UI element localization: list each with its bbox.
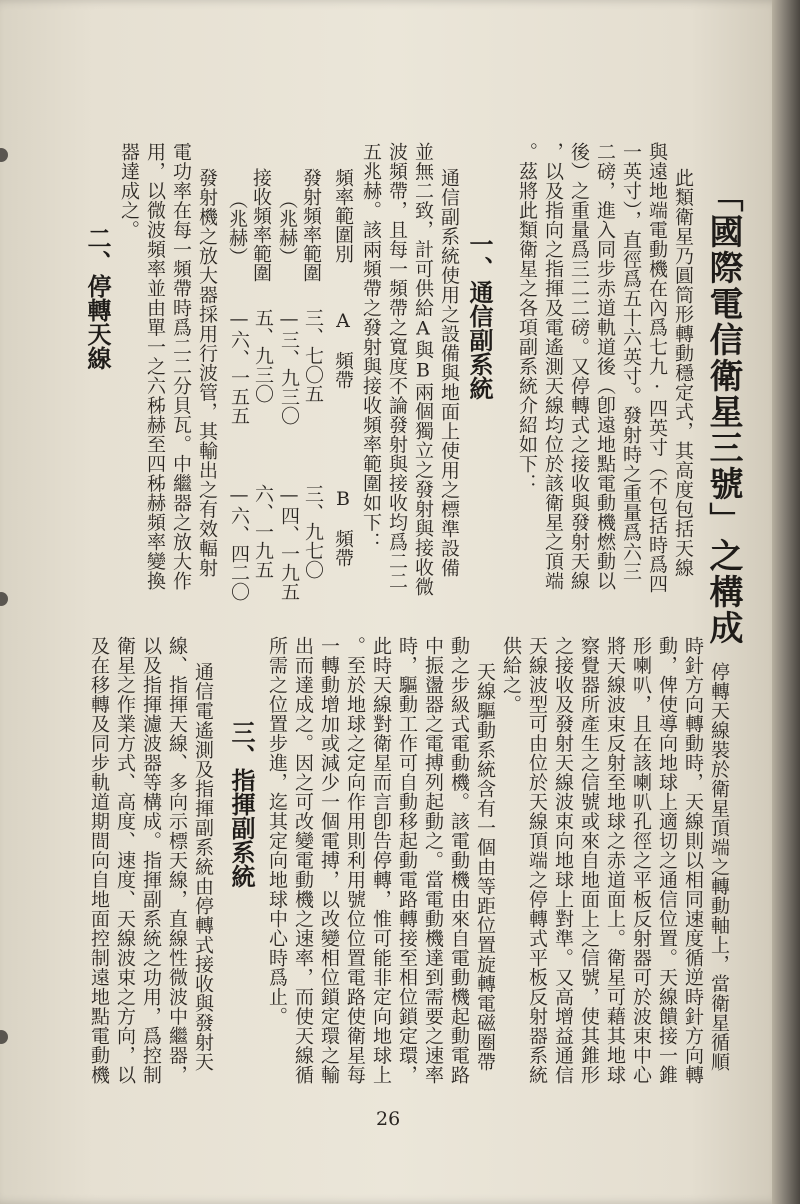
punch-hole [0, 592, 8, 606]
page-stack-edge [772, 0, 800, 1204]
document-title: 「國際電信衛星三號」之構成 [703, 178, 743, 646]
section2-line: 供給之。 [500, 636, 522, 714]
row-transmit-unit: （兆赫） [276, 190, 298, 266]
intro-line: 與遠地端電動機在內爲七九·四英寸（不包括時爲四 [646, 142, 668, 594]
section3-line: 衛星之作業方式、高度、速度、天線波束之方向，以 [114, 636, 136, 1085]
section3-line: 線、指揮天線、多向示標天線，直線性微波中繼器， [166, 636, 188, 1085]
section1-line2: 用，以微波頻率並由單一之六秭赫至四秭赫頻率變換 [144, 142, 166, 591]
section1-line2: 發射機之放大器採用行波管，其輸出之有效輻射 [196, 168, 218, 578]
row-receive-unit: （兆赫） [226, 190, 248, 266]
row-receive-band-a: 五、九三〇 [252, 308, 274, 403]
intro-line: 二磅，進入同步赤道軌道後（卽遠地點電動機燃動以 [594, 142, 616, 591]
section1-line2: 電功率在每一頻帶時爲二二分貝瓦。中繼器之放大作 [170, 142, 192, 591]
punch-hole [0, 148, 8, 162]
row-transmit-label: 發射頻率範圍 [300, 168, 322, 282]
table-header-band-a: A 頻帶 [332, 310, 354, 389]
section2-line: 將天線波束反射至地球之赤道面上。衛星可藉其地球 [604, 636, 626, 1085]
section3-line: 通信電遙測及指揮副系統由停轉式接收與發射天 [192, 662, 214, 1072]
intro-line: 後）之重量爲三二二磅。又停轉式之接收與發射天線 [568, 142, 590, 591]
section1-line: 通信副系統使用之設備與地面上使用之標準設備 [438, 168, 460, 578]
row-receive-band-b: 六、一九五 [252, 484, 274, 579]
intro-line: ，以及指向之指揮及電遙測天線均位於該衛星之頂端 [542, 142, 564, 591]
intro-line: 一英寸），直徑爲五十六英寸。發射時之重量爲六三 [620, 142, 642, 581]
section-heading-command: 三、指揮副系統 [227, 720, 256, 888]
row-transmit-band-b: 三、九七〇 [302, 484, 324, 579]
section2-line: 所需之位置步進，迄其定向地球中心時爲止。 [266, 636, 288, 1026]
section1-line: 並無二致，計可供給A與B兩個獨立之發射與接收微 [412, 142, 434, 597]
intro-line: 。茲將此類衛星之各項副系統介紹如下： [516, 142, 538, 493]
section1-line: 波頻帶，且每一頻帶之寬度不論發射與接收均爲二二 [386, 142, 408, 591]
page-number: 26 [376, 1108, 401, 1130]
section2-line: 。至於地球之定向作用則利用號位位置電路使衛星每 [344, 636, 366, 1085]
section2-line: 停轉天線裝於衛星頂端之轉動軸上，當衛星循順 [708, 662, 730, 1072]
section2-line: 時，驅動工作可自動移起動電路轉接至相位鎖定環， [396, 636, 418, 1085]
section2-line: 天線波型可由位於天線頂端之停轉式平板反射器系統 [526, 636, 548, 1085]
section2-line: 天線驅動系統含有一個由等距位置旋轉電磁圈帶 [474, 662, 496, 1072]
section3-line: 及在移轉及同步軌道期間向自地面控制遠地點電動機 [88, 636, 110, 1085]
section2-line: 動，俾使導向地球上適切之通信位置。天線饋接一錐 [656, 636, 678, 1085]
row-receive-band-a-end: —六、一五五 [228, 308, 250, 425]
row-receive-label: 接收頻率範圍 [250, 168, 272, 282]
section2-line: 中振盪器之電搏列起動之。當電動機達到需要之速率 [422, 636, 444, 1085]
table-header-band-b: B 頻帶 [332, 488, 354, 567]
section2-line: 出而達成之。因之可改變電動機之速率，而使天線循 [292, 636, 314, 1085]
section2-line: 動之步級式電動機。該電動機由來自電動機起動電路 [448, 636, 470, 1085]
section1-line2: 器達成之。 [118, 142, 140, 240]
section2-line: 之接收及發射天線波束向地球上對準。又高增益通信 [552, 636, 574, 1085]
punch-hole [0, 1030, 8, 1044]
intro-line: 此類衛星乃圓筒形轉動穩定式，其高度包括天線 [672, 168, 694, 578]
section2-line: 一轉動增加或減少一個電搏，以改變相位鎖定環之輸 [318, 636, 340, 1085]
row-transmit-band-b-end: —四、一九五 [278, 484, 300, 601]
section-heading-despun-antenna: 二、停轉天線 [83, 226, 112, 370]
table-header-freq-type: 頻率範圍別 [332, 168, 354, 263]
section-heading-communication: 一、通信副系統 [465, 232, 494, 400]
section2-line: 察覺器所產生之信號或來自地面上之信號，使其錐形 [578, 636, 600, 1085]
section3-line: 以及指揮濾波器等構成。指揮副系統之功用，爲控制 [140, 636, 162, 1085]
section2-line: 形喇叭，且在該喇叭孔徑之平板反射器可於波束中心 [630, 636, 652, 1085]
row-receive-band-b-end: —六、四二〇 [228, 484, 250, 601]
row-transmit-band-a: 三、七〇五 [302, 308, 324, 403]
section1-line: 五兆赫。該兩頻帶之發射與接收頻率範圍如下： [360, 142, 382, 552]
section2-line: 此時天線對衛星而言卽告停轉，惟可能非定向地球上 [370, 636, 392, 1085]
row-transmit-band-a-end: —三、九三〇 [278, 308, 300, 425]
section2-line: 時針方向轉動時，天線則以相同速度循逆時針方向轉 [682, 636, 704, 1085]
